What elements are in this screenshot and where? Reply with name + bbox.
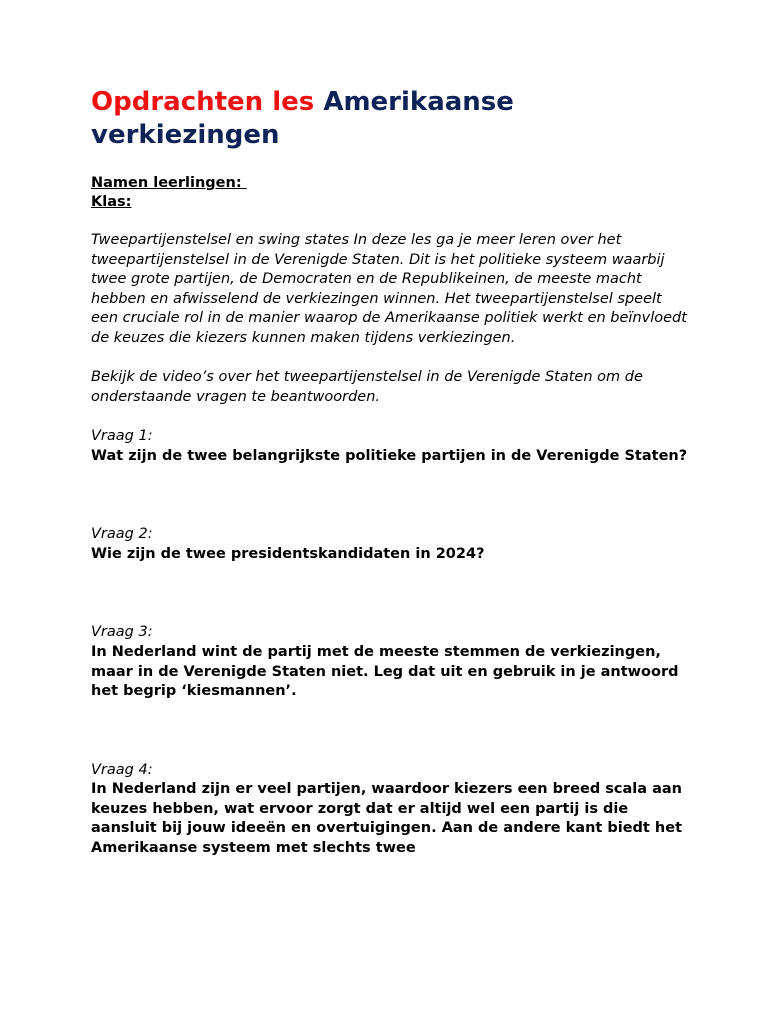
title-blue-part: Amerikaanse — [323, 87, 514, 117]
intro-paragraph-1: Tweepartijenstelsel en swing states In deze les ga je meer leren over het tweepartijenstelsel in de Verenigde Staten. Dit is het politieke systeem waarbij twee grote partijen, de Democraten en de Republikeinen, de meeste macht hebben en afwisselend de verkiezingen winnen. Het tweepartijenstelsel speelt een cruciale rol in de manier waarop de Amerikaanse politiek werkt en beïnvloedt de keuzes die kiezers kunnen maken tijdens verkiezingen. — [91, 232, 687, 346]
question-2-label: Vraag 2: — [91, 526, 153, 543]
document-title — [91, 86, 691, 152]
question-4-label: Vraag 4: — [91, 761, 153, 778]
document-content — [91, 86, 691, 859]
title-blue-part-line2: verkiezingen — [91, 120, 280, 150]
question-1-label: Vraag 1: — [91, 427, 153, 444]
question-3-text: In Nederland wint de partij met de meeste stemmen de verkiezingen, maar in de Verenigde Staten niet. Leg dat uit en gebruik in je antwoord het begrip ‘kiesmannen’. — [91, 643, 679, 700]
intro-section — [91, 231, 691, 407]
names-label: Namen leerlingen: — [91, 175, 247, 191]
intro-paragraph-2: Bekijk de video’s over het tweepartijenstelsel in de Verenigde Staten om de onderstaande vragen te beantwoorden. — [91, 369, 643, 405]
question-3 — [91, 623, 691, 701]
student-info — [91, 174, 691, 212]
question-1 — [91, 427, 691, 466]
question-2 — [91, 525, 691, 564]
question-2-text: Wie zijn de twee presidentskandidaten in 2024? — [91, 545, 485, 562]
question-4 — [91, 761, 691, 859]
question-3-label: Vraag 3: — [91, 624, 153, 641]
question-4-text: In Nederland zijn er veel partijen, waardoor kiezers een breed scala aan keuzes hebben, wat ervoor zorgt dat er altijd wel een partij is die aansluit bij jouw ideeën en overtuigingen. Aan de andere kant biedt het Amerikaanse systeem met slechts twee — [91, 781, 683, 857]
class-label: Klas: — [91, 194, 132, 210]
title-red-part: Opdrachten les — [91, 87, 315, 117]
question-1-text: Wat zijn de twee belangrijkste politieke partijen in de Verenigde Staten? — [91, 447, 688, 464]
